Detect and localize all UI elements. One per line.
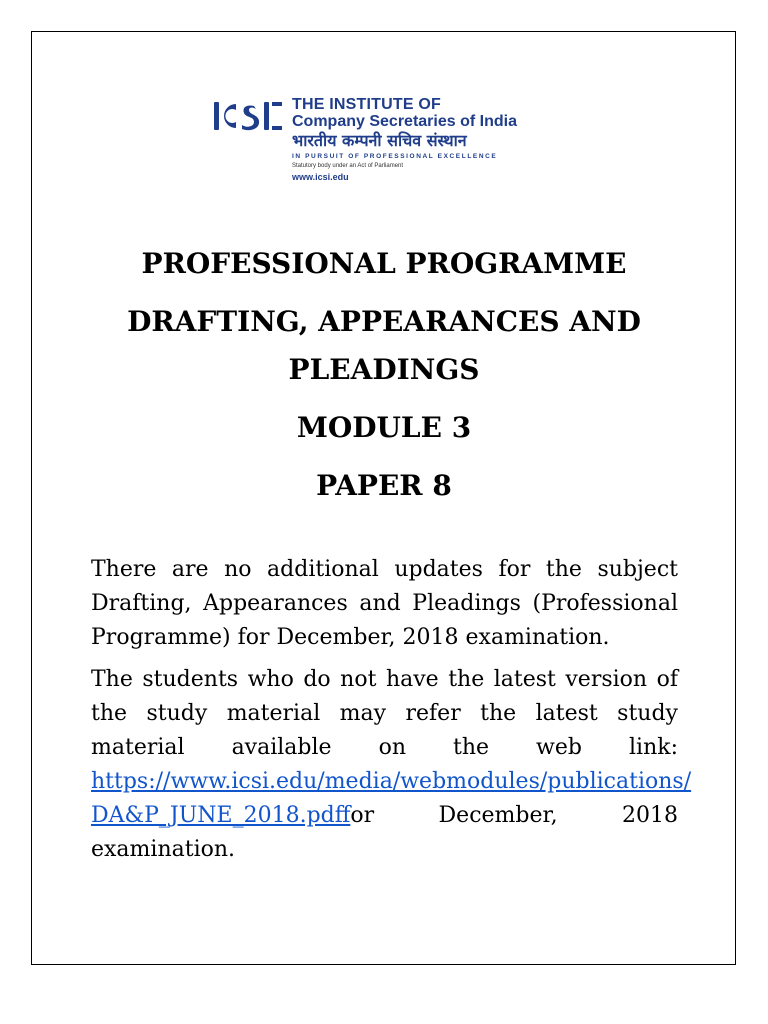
logo-tagline: IN PURSUIT OF PROFESSIONAL EXCELLENCE (292, 153, 498, 160)
study-material-link-part1: https://www.icsi.edu/media/webmodules/publications/ (91, 769, 692, 794)
logo-hindi-name: भारतीय कम्पनी सचिव संस्थान (292, 131, 467, 150)
logo-website[interactable]: www.icsi.edu (292, 172, 349, 182)
logo-text-block (292, 96, 582, 183)
logo-name-line: Company Secretaries of India (292, 113, 517, 130)
notice-body (91, 553, 692, 875)
notice-paragraph-1: There are no additional updates for the subject Drafting, Appearances and Pleadings (Professional Programme) for December, 2018 examination. (91, 557, 678, 650)
logo-statutory-note: Statutory body under an Act of Parliament (292, 163, 404, 169)
notice-paragraph-2-lead: The students who do not have the latest version of the study material may refer the latest study material available on the web link: (91, 667, 678, 760)
module-heading: MODULE 3 (296, 411, 472, 444)
icsi-logo (212, 96, 572, 206)
title-block (60, 240, 708, 510)
programme-heading: PROFESSIONAL PROGRAMME (141, 247, 627, 280)
paper-heading: PAPER 8 (316, 469, 452, 502)
subject-heading-text: DRAFTING, APPEARANCES AND PLEADINGS (127, 305, 641, 386)
icsi-logo-mark (212, 98, 284, 134)
notice-paragraph-2-tail: for December, 2018 examination. (91, 803, 678, 862)
study-material-link-part2: DA&P_JUNE_2018.pdf (91, 803, 351, 828)
logo-institute-line: THE INSTITUTE OF (292, 96, 441, 113)
notice-paragraph-2 (91, 663, 692, 867)
subject-heading (60, 298, 708, 394)
